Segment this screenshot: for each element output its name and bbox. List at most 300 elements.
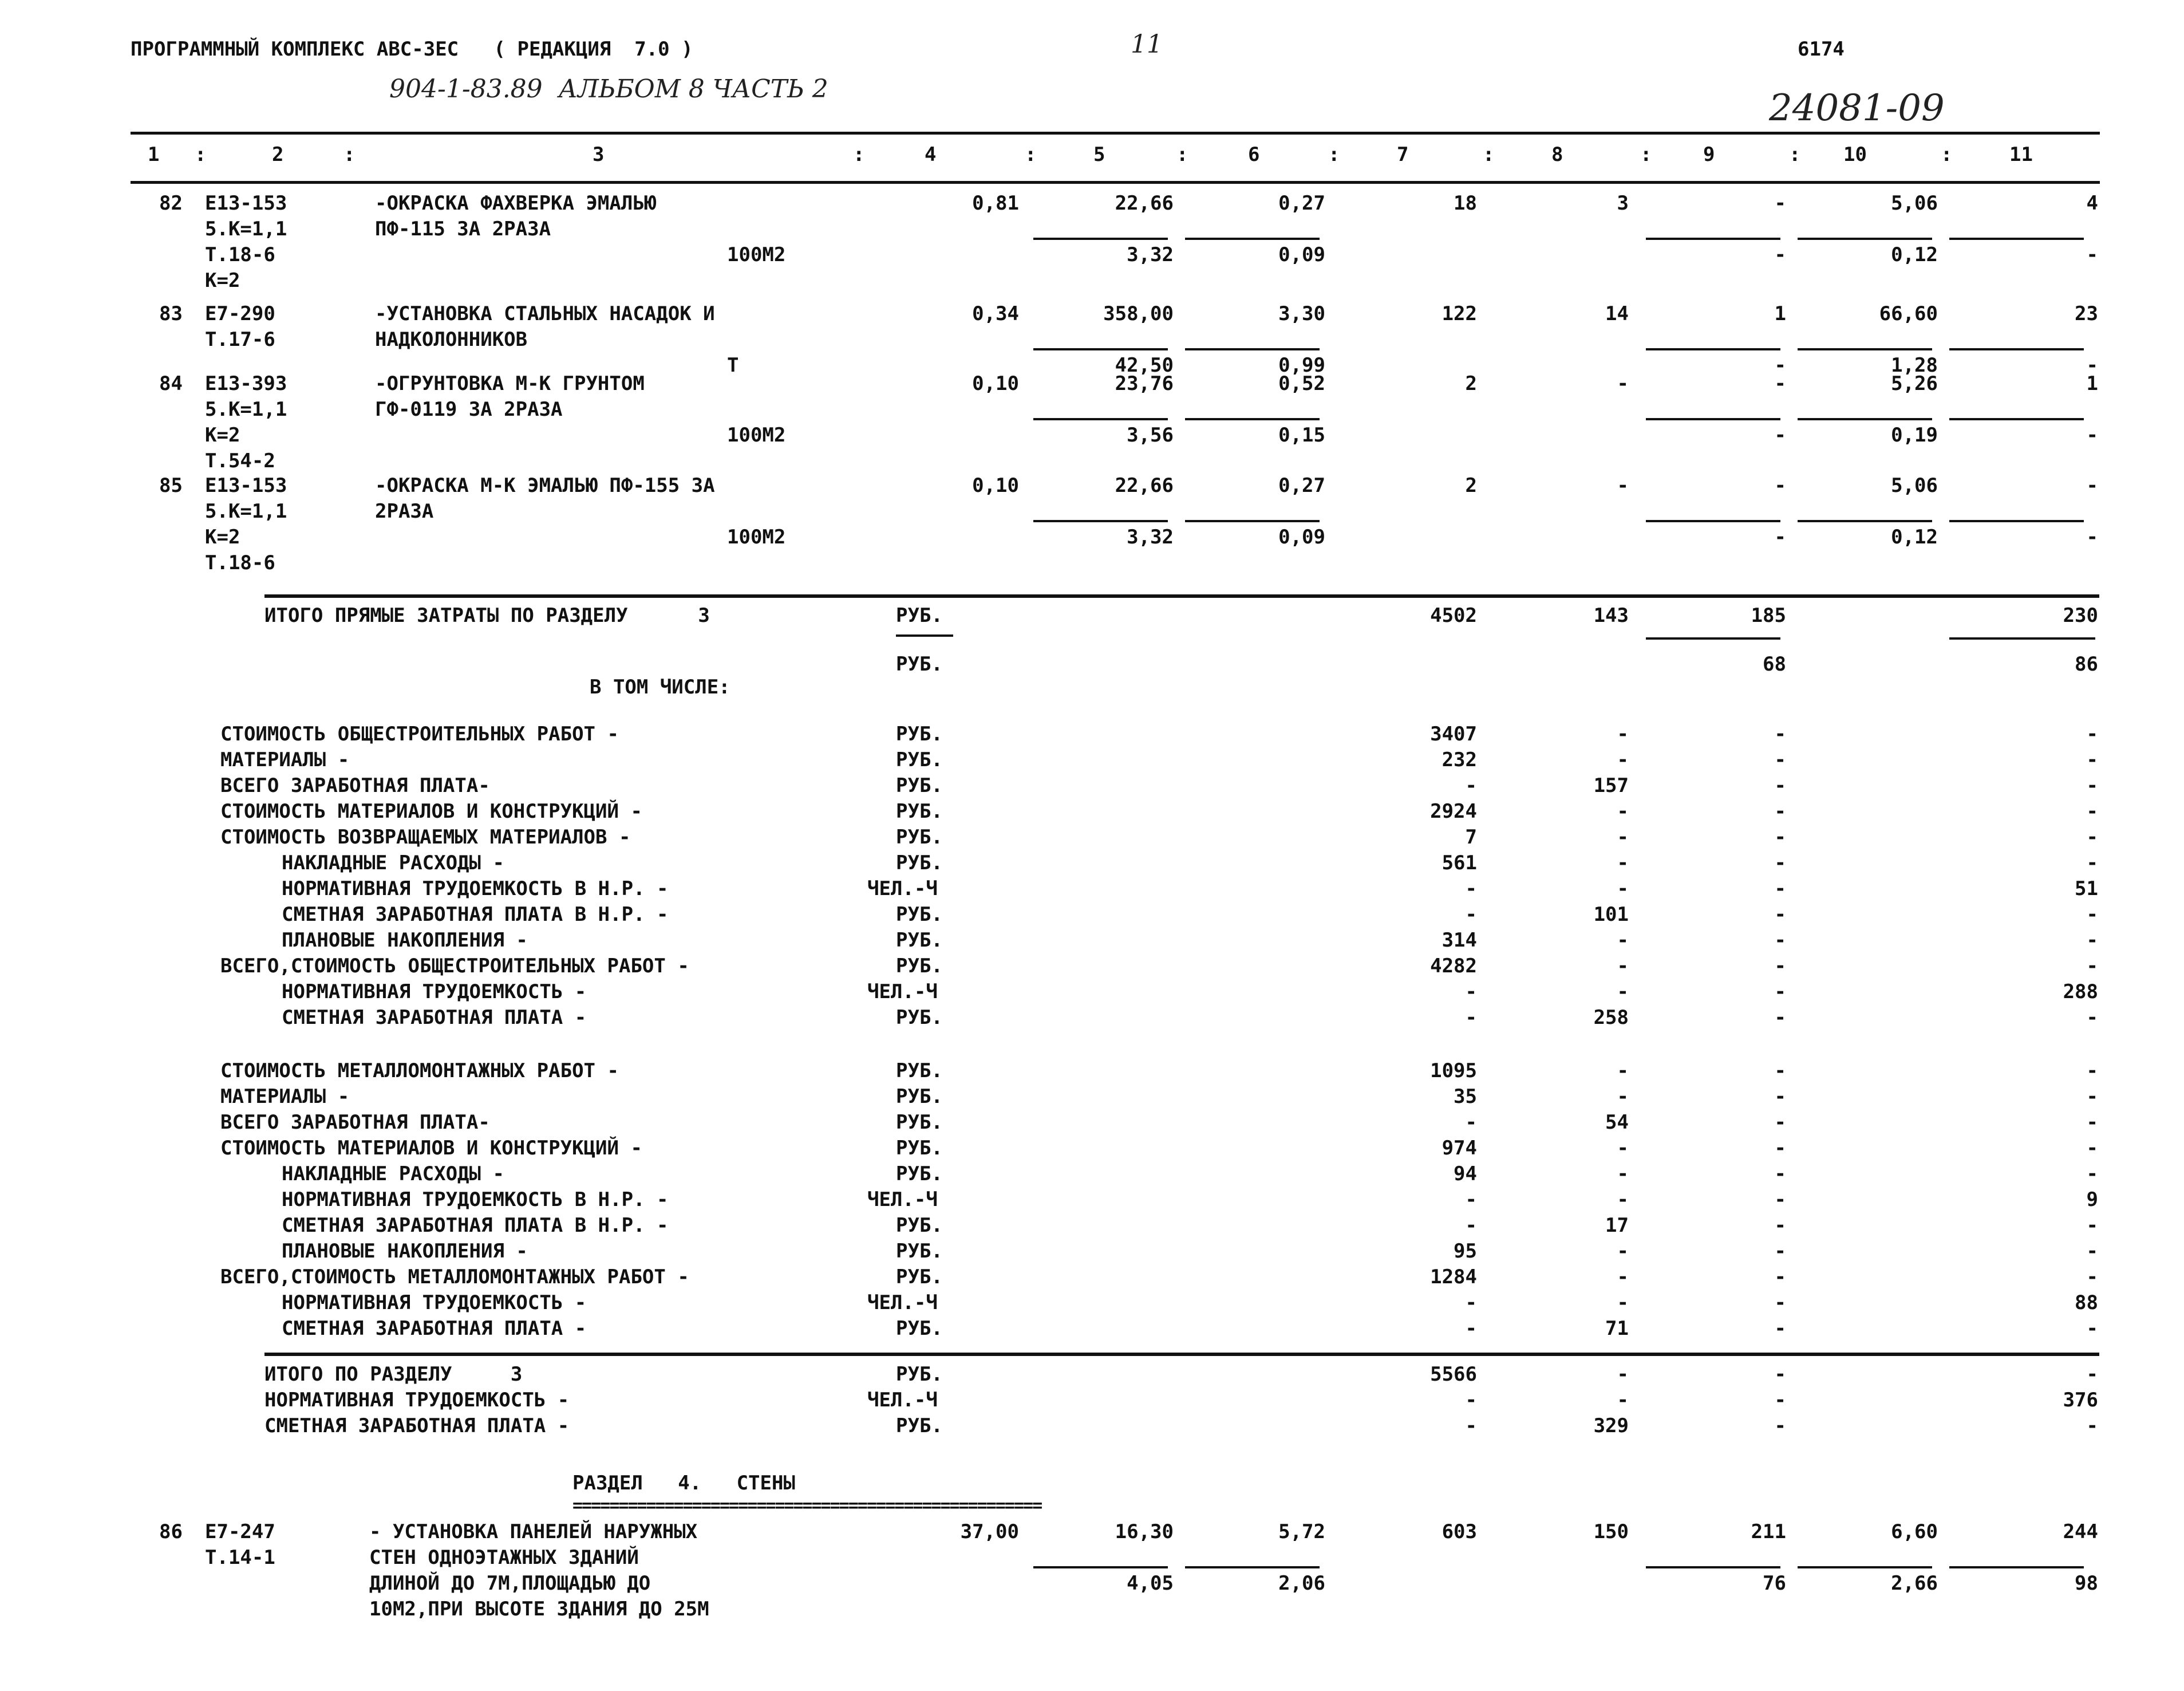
metal-assembly-row-c9: -	[1774, 1111, 1786, 1134]
general-construction-row-label: СТОИМОСТЬ ВОЗВРАЩАЕМЫХ МАТЕРИАЛОВ -	[220, 826, 631, 849]
general-construction-row-c7: -	[1465, 774, 1477, 797]
item-name: ПФ-115 ЗА 2РАЗА	[375, 218, 551, 241]
general-construction-row-c8: -	[1617, 852, 1629, 874]
section-total-c9: -	[1774, 1414, 1786, 1437]
column-header-11: 11	[2009, 143, 2033, 166]
general-construction-row-c8: -	[1617, 826, 1629, 849]
metal-assembly-row-c9: -	[1774, 1214, 1786, 1237]
value-underline	[1949, 348, 2084, 350]
item-name: -УСТАНОВКА СТАЛЬНЫХ НАСАДОК И	[375, 302, 715, 325]
item-c6b: 0,09	[1278, 243, 1325, 266]
item-c8: -	[1617, 474, 1629, 497]
item-code: T.54-2	[205, 450, 275, 472]
item-quantity: 0,10	[972, 474, 1019, 497]
metal-assembly-row-c8: 54	[1605, 1111, 1629, 1134]
item-c10b: 0,19	[1891, 424, 1938, 447]
general-construction-row-c8: -	[1617, 800, 1629, 823]
item-code: K=2	[205, 424, 240, 447]
item-c5: 23,76	[1115, 372, 1174, 395]
item-code: K=2	[205, 269, 240, 292]
direct-total-c9b: 68	[1763, 653, 1786, 676]
section-total-c8: -	[1617, 1389, 1629, 1412]
value-underline	[1185, 520, 1320, 522]
value-underline	[1646, 238, 1780, 240]
metal-assembly-row-c9: -	[1774, 1266, 1786, 1288]
metal-assembly-row-unit: РУБ.	[896, 1214, 943, 1237]
column-separator: :	[1176, 143, 1188, 166]
item-c6: 0,52	[1278, 372, 1325, 395]
metal-assembly-row-label: СМЕТНАЯ ЗАРАБОТНАЯ ПЛАТА -	[282, 1317, 587, 1340]
metal-assembly-row-c7: -	[1465, 1111, 1477, 1134]
general-construction-row-c7: 2924	[1430, 800, 1477, 823]
general-construction-row-unit: РУБ.	[896, 826, 943, 849]
metal-assembly-row-label: СМЕТНАЯ ЗАРАБОТНАЯ ПЛАТА В Н.Р. -	[282, 1214, 669, 1237]
value-underline	[1033, 520, 1168, 522]
general-construction-row-c7: 4282	[1430, 955, 1477, 977]
item-c5b: 3,32	[1127, 526, 1174, 549]
general-construction-row-c7: -	[1465, 877, 1477, 900]
value-underline	[1949, 637, 2095, 640]
metal-assembly-row-unit: РУБ.	[896, 1162, 943, 1185]
general-construction-row-c11: -	[2086, 723, 2098, 746]
metal-assembly-row-c7: 1284	[1430, 1266, 1477, 1288]
item-c10: 5,06	[1891, 474, 1938, 497]
general-construction-row-label: ВСЕГО ЗАРАБОТНАЯ ПЛАТА-	[220, 774, 490, 797]
section-total-label: НОРМАТИВНАЯ ТРУДОЕМКОСТЬ -	[264, 1389, 570, 1412]
item-number: 85	[159, 474, 183, 497]
unit-underline	[896, 634, 953, 637]
metal-assembly-row-c8: -	[1617, 1162, 1629, 1185]
item-c11b: -	[2086, 354, 2098, 377]
item-code: 5.K=1,1	[205, 500, 287, 523]
item-name: НАДКОЛОННИКОВ	[375, 328, 528, 351]
section-total-c8: -	[1617, 1363, 1629, 1386]
value-underline	[1646, 520, 1780, 522]
general-construction-row-c11: 288	[2063, 980, 2098, 1003]
metal-assembly-row-c9: -	[1774, 1085, 1786, 1108]
metal-assembly-row-label: НАКЛАДНЫЕ РАСХОДЫ -	[282, 1162, 504, 1185]
metal-assembly-row-c8: -	[1617, 1137, 1629, 1160]
item-c6b: 0,09	[1278, 526, 1325, 549]
general-construction-row-c9: -	[1774, 1006, 1786, 1029]
metal-assembly-row-c7: 974	[1441, 1137, 1477, 1160]
general-construction-row-unit: РУБ.	[896, 1006, 943, 1029]
page-mark: 11	[1131, 30, 1163, 59]
item-c6: 5,72	[1278, 1520, 1325, 1543]
general-construction-row-label: СМЕТНАЯ ЗАРАБОТНАЯ ПЛАТА В Н.Р. -	[282, 903, 669, 926]
general-construction-row-label: ВСЕГО,СТОИМОСТЬ ОБЩЕСТРОИТЕЛЬНЫХ РАБОТ -	[220, 955, 689, 977]
item-name: -ОКРАСКА ФАХВЕРКА ЭМАЛЬЮ	[375, 192, 657, 215]
header-top-rule	[131, 132, 2100, 135]
general-construction-row-c9: -	[1774, 980, 1786, 1003]
item-name: 10М2,ПРИ ВЫСОТЕ ЗДАНИЯ ДО 25М	[369, 1598, 709, 1621]
column-header-6: 6	[1248, 143, 1260, 166]
metal-assembly-row-unit: ЧЕЛ.-Ч	[867, 1188, 938, 1211]
metal-assembly-row-c11: -	[2086, 1266, 2098, 1288]
metal-assembly-row-c9: -	[1774, 1059, 1786, 1082]
value-underline	[1798, 418, 1932, 420]
column-header-10: 10	[1843, 143, 1867, 166]
metal-assembly-row-unit: РУБ.	[896, 1317, 943, 1340]
item-c8: 14	[1605, 302, 1629, 325]
metal-assembly-row-c7: 95	[1454, 1240, 1477, 1263]
metal-assembly-row-label: ВСЕГО ЗАРАБОТНАЯ ПЛАТА-	[220, 1111, 490, 1134]
column-separator: :	[1025, 143, 1037, 166]
section-total-c11: -	[2086, 1414, 2098, 1437]
item-c9: 211	[1751, 1520, 1786, 1543]
value-underline	[1949, 520, 2084, 522]
item-code: T.18-6	[205, 551, 275, 574]
item-c10b: 1,28	[1891, 354, 1938, 377]
metal-assembly-row-c11: -	[2086, 1059, 2098, 1082]
item-c6: 3,30	[1278, 302, 1325, 325]
item-name: -ОКРАСКА М-К ЭМАЛЬЮ ПФ-155 ЗА	[375, 474, 715, 497]
value-underline	[1033, 348, 1168, 350]
item-c9b: -	[1774, 424, 1786, 447]
column-separator: :	[195, 143, 207, 166]
item-c9: 1	[1774, 302, 1786, 325]
general-construction-row-label: ПЛАНОВЫЕ НАКОПЛЕНИЯ -	[282, 929, 528, 952]
section-total-c7: 5566	[1430, 1363, 1477, 1386]
item-name: СТЕН ОДНОЭТАЖНЫХ ЗДАНИЙ	[369, 1546, 639, 1569]
column-separator: :	[1328, 143, 1340, 166]
general-construction-row-c8: -	[1617, 929, 1629, 952]
general-construction-row-c9: -	[1774, 723, 1786, 746]
general-construction-row-label: НОРМАТИВНАЯ ТРУДОЕМКОСТЬ В Н.Р. -	[282, 877, 669, 900]
section-total-c11: 376	[2063, 1389, 2098, 1412]
item-c7: 603	[1441, 1520, 1477, 1543]
metal-assembly-row-unit: РУБ.	[896, 1111, 943, 1134]
item-quantity: 0,81	[972, 192, 1019, 215]
general-construction-row-c11: -	[2086, 852, 2098, 874]
general-construction-row-label: НАКЛАДНЫЕ РАСХОДЫ -	[282, 852, 504, 874]
metal-assembly-row-unit: РУБ.	[896, 1137, 943, 1160]
metal-assembly-row-unit: РУБ.	[896, 1059, 943, 1082]
general-construction-row-c7: 314	[1441, 929, 1477, 952]
item-c11: 4	[2086, 192, 2098, 215]
metal-assembly-row-c11: -	[2086, 1162, 2098, 1185]
direct-total-c8: 143	[1593, 604, 1629, 627]
item-code: E13-153	[205, 474, 287, 497]
section-total-c7: -	[1465, 1389, 1477, 1412]
general-construction-row-c8: -	[1617, 748, 1629, 771]
general-construction-row-c7: 3407	[1430, 723, 1477, 746]
general-construction-row-c8: 258	[1593, 1006, 1629, 1029]
item-name: ДЛИНОЙ ДО 7М,ПЛОЩАДЬЮ ДО	[369, 1572, 651, 1595]
item-code: E7-290	[205, 302, 275, 325]
item-c6: 0,27	[1278, 474, 1325, 497]
section-total-c9: -	[1774, 1363, 1786, 1386]
general-construction-row-c8: -	[1617, 723, 1629, 746]
general-construction-row-c9: -	[1774, 877, 1786, 900]
general-construction-row-c11: -	[2086, 826, 2098, 849]
column-separator: :	[853, 143, 865, 166]
general-construction-row-label: СТОИМОСТЬ ОБЩЕСТРОИТЕЛЬНЫХ РАБОТ -	[220, 723, 619, 746]
program-title: ПРОГРАММНЫЙ КОМПЛЕКС АВС-ЗЕС ( РЕДАКЦИЯ 7.0 )	[131, 38, 693, 61]
item-c11b: 98	[2075, 1572, 2098, 1595]
section-rule	[264, 1353, 2099, 1356]
value-underline	[1949, 238, 2084, 240]
general-construction-row-label: СТОИМОСТЬ МАТЕРИАЛОВ И КОНСТРУКЦИЙ -	[220, 800, 642, 823]
metal-assembly-row-c11: -	[2086, 1111, 2098, 1134]
metal-assembly-row-c11: -	[2086, 1214, 2098, 1237]
metal-assembly-row-c8: 71	[1605, 1317, 1629, 1340]
general-construction-row-unit: ЧЕЛ.-Ч	[867, 877, 938, 900]
column-separator: :	[1640, 143, 1652, 166]
general-construction-row-c7: 232	[1441, 748, 1477, 771]
item-c6: 0,27	[1278, 192, 1325, 215]
item-c9b: -	[1774, 243, 1786, 266]
item-c10b: 0,12	[1891, 243, 1938, 266]
metal-assembly-row-c9: -	[1774, 1137, 1786, 1160]
metal-assembly-row-c11: -	[2086, 1085, 2098, 1108]
item-c11b: -	[2086, 526, 2098, 549]
item-number: 86	[159, 1520, 183, 1543]
general-construction-row-unit: РУБ.	[896, 903, 943, 926]
item-c5: 22,66	[1115, 192, 1174, 215]
general-construction-row-unit: РУБ.	[896, 748, 943, 771]
general-construction-row-c9: -	[1774, 800, 1786, 823]
metal-assembly-row-c8: -	[1617, 1240, 1629, 1263]
item-c7: 18	[1454, 192, 1477, 215]
item-quantity: 37,00	[960, 1520, 1019, 1543]
item-c7: 122	[1441, 302, 1477, 325]
general-construction-row-c8: -	[1617, 877, 1629, 900]
metal-assembly-row-unit: РУБ.	[896, 1266, 943, 1288]
metal-assembly-row-c11: -	[2086, 1137, 2098, 1160]
column-header-8: 8	[1551, 143, 1563, 166]
general-construction-row-c9: -	[1774, 852, 1786, 874]
item-c5b: 42,50	[1115, 354, 1174, 377]
general-construction-row-unit: ЧЕЛ.-Ч	[867, 980, 938, 1003]
item-c10: 5,26	[1891, 372, 1938, 395]
item-c11b: -	[2086, 424, 2098, 447]
value-underline	[1798, 1566, 1932, 1568]
item-code: K=2	[205, 526, 240, 549]
value-underline	[1033, 1566, 1168, 1568]
item-c8: 3	[1617, 192, 1629, 215]
column-header-9: 9	[1703, 143, 1715, 166]
value-underline	[1798, 238, 1932, 240]
metal-assembly-row-c11: -	[2086, 1317, 2098, 1340]
section-total-unit: РУБ.	[896, 1414, 943, 1437]
general-construction-row-c8: 157	[1593, 774, 1629, 797]
metal-assembly-row-c8: -	[1617, 1291, 1629, 1314]
section-total-c8: 329	[1593, 1414, 1629, 1437]
item-c5: 16,30	[1115, 1520, 1174, 1543]
general-construction-row-c11: -	[2086, 903, 2098, 926]
item-c9b: -	[1774, 526, 1786, 549]
metal-assembly-row-c9: -	[1774, 1291, 1786, 1314]
general-construction-row-c7: 561	[1441, 852, 1477, 874]
item-c11: 1	[2086, 372, 2098, 395]
general-construction-row-label: НОРМАТИВНАЯ ТРУДОЕМКОСТЬ -	[282, 980, 587, 1003]
item-code: E13-393	[205, 372, 287, 395]
general-construction-row-label: МАТЕРИАЛЫ -	[220, 748, 350, 771]
item-code: E7-247	[205, 1520, 275, 1543]
section-total-c9: -	[1774, 1389, 1786, 1412]
item-c8: -	[1617, 372, 1629, 395]
item-c7: 2	[1465, 372, 1477, 395]
item-c5b: 3,56	[1127, 424, 1174, 447]
general-construction-row-c9: -	[1774, 774, 1786, 797]
item-c7: 2	[1465, 474, 1477, 497]
section-rule	[264, 594, 2099, 598]
general-construction-row-c11: -	[2086, 800, 2098, 823]
direct-total-c7: 4502	[1430, 604, 1477, 627]
metal-assembly-row-c7: 35	[1454, 1085, 1477, 1108]
general-construction-row-c8: -	[1617, 980, 1629, 1003]
value-underline	[1185, 238, 1320, 240]
general-construction-row-unit: РУБ.	[896, 800, 943, 823]
section-4-underline: ===================================================	[572, 1496, 1042, 1516]
general-construction-row-c11: -	[2086, 748, 2098, 771]
section-total-c7: -	[1465, 1414, 1477, 1437]
metal-assembly-row-label: ВСЕГО,СТОИМОСТЬ МЕТАЛЛОМОНТАЖНЫХ РАБОТ -	[220, 1266, 689, 1288]
item-c6b: 2,06	[1278, 1572, 1325, 1595]
general-construction-row-unit: РУБ.	[896, 955, 943, 977]
metal-assembly-row-c9: -	[1774, 1317, 1786, 1340]
metal-assembly-row-label: ПЛАНОВЫЕ НАКОПЛЕНИЯ -	[282, 1240, 528, 1263]
item-c5: 358,00	[1103, 302, 1174, 325]
column-header-4: 4	[925, 143, 937, 166]
column-separator: :	[1941, 143, 1953, 166]
section-total-c11: -	[2086, 1363, 2098, 1386]
item-name: - УСТАНОВКА ПАНЕЛЕЙ НАРУЖНЫХ	[369, 1520, 698, 1543]
general-construction-row-c9: -	[1774, 748, 1786, 771]
item-c9: -	[1774, 372, 1786, 395]
header-bottom-rule	[131, 181, 2100, 184]
general-construction-row-unit: РУБ.	[896, 774, 943, 797]
item-c6b: 0,15	[1278, 424, 1325, 447]
direct-total-unit-2: РУБ.	[896, 653, 943, 676]
metal-assembly-row-c9: -	[1774, 1240, 1786, 1263]
section-total-unit: ЧЕЛ.-Ч	[867, 1389, 938, 1412]
value-underline	[1798, 348, 1932, 350]
metal-assembly-row-label: НОРМАТИВНАЯ ТРУДОЕМКОСТЬ -	[282, 1291, 587, 1314]
metal-assembly-row-label: СТОИМОСТЬ МАТЕРИАЛОВ И КОНСТРУКЦИЙ -	[220, 1137, 642, 1160]
item-code: T.17-6	[205, 328, 275, 351]
column-header-5: 5	[1093, 143, 1105, 166]
direct-total-unit: РУБ.	[896, 604, 943, 627]
metal-assembly-row-unit: РУБ.	[896, 1085, 943, 1108]
metal-assembly-row-c7: 1095	[1430, 1059, 1477, 1082]
item-c5b: 4,05	[1127, 1572, 1174, 1595]
section-4-title: РАЗДЕЛ 4. СТЕНЫ	[572, 1472, 795, 1495]
doc-number: 6174	[1798, 38, 1845, 61]
item-code: 5.K=1,1	[205, 398, 287, 421]
column-header-1: 1	[148, 143, 160, 166]
general-construction-row-c11: -	[2086, 955, 2098, 977]
column-separator: :	[1789, 143, 1801, 166]
general-construction-row-unit: РУБ.	[896, 723, 943, 746]
item-c5: 22,66	[1115, 474, 1174, 497]
value-underline	[1949, 418, 2084, 420]
metal-assembly-row-c11: 88	[2075, 1291, 2098, 1314]
item-c11: 244	[2063, 1520, 2098, 1543]
item-quantity: 0,10	[972, 372, 1019, 395]
metal-assembly-row-unit: РУБ.	[896, 1240, 943, 1263]
item-number: 83	[159, 302, 183, 325]
item-c6b: 0,99	[1278, 354, 1325, 377]
metal-assembly-row-c8: -	[1617, 1266, 1629, 1288]
direct-total-c9: 185	[1751, 604, 1786, 627]
metal-assembly-row-c7: 94	[1454, 1162, 1477, 1185]
metal-assembly-row-c7: -	[1465, 1188, 1477, 1211]
item-quantity: 0,34	[972, 302, 1019, 325]
item-c10: 6,60	[1891, 1520, 1938, 1543]
general-construction-row-c7: 7	[1465, 826, 1477, 849]
value-underline	[1185, 1566, 1320, 1568]
item-c9b: -	[1774, 354, 1786, 377]
general-construction-row-c11: -	[2086, 929, 2098, 952]
general-construction-row-c8: -	[1617, 955, 1629, 977]
value-underline	[1646, 418, 1780, 420]
item-name: -ОГРУНТОВКА М-К ГРУНТОМ	[375, 372, 645, 395]
section-total-label: СМЕТНАЯ ЗАРАБОТНАЯ ПЛАТА -	[264, 1414, 570, 1437]
general-construction-row-c11: 51	[2075, 877, 2098, 900]
general-construction-row-c8: 101	[1593, 903, 1629, 926]
general-construction-row-c9: -	[1774, 903, 1786, 926]
metal-assembly-row-c7: -	[1465, 1317, 1477, 1340]
metal-assembly-row-c8: 17	[1605, 1214, 1629, 1237]
item-c10b: 2,66	[1891, 1572, 1938, 1595]
item-c9b: 76	[1763, 1572, 1786, 1595]
general-construction-row-c9: -	[1774, 826, 1786, 849]
general-construction-row-label: СМЕТНАЯ ЗАРАБОТНАЯ ПЛАТА -	[282, 1006, 587, 1029]
direct-total-c11b: 86	[2075, 653, 2098, 676]
general-construction-row-unit: РУБ.	[896, 929, 943, 952]
item-c10: 66,60	[1879, 302, 1938, 325]
column-header-2: 2	[272, 143, 284, 166]
item-name: ГФ-0119 ЗА 2РАЗА	[375, 398, 563, 421]
column-header-3: 3	[593, 143, 605, 166]
metal-assembly-row-label: СТОИМОСТЬ МЕТАЛЛОМОНТАЖНЫХ РАБОТ -	[220, 1059, 619, 1082]
item-unit: 100M2	[727, 424, 786, 447]
column-separator: :	[1483, 143, 1495, 166]
general-construction-row-c9: -	[1774, 955, 1786, 977]
value-underline	[1949, 1566, 2084, 1568]
item-name: 2РАЗА	[375, 500, 434, 523]
section-total-unit: РУБ.	[896, 1363, 943, 1386]
item-unit: 100M2	[727, 526, 786, 549]
metal-assembly-row-c11: -	[2086, 1240, 2098, 1263]
item-c8: 150	[1593, 1520, 1629, 1543]
metal-assembly-row-unit: ЧЕЛ.-Ч	[867, 1291, 938, 1314]
project-reference: 904-1-83.89 АЛЬБОМ 8 ЧАСТЬ 2	[389, 74, 828, 104]
general-construction-row-c7: -	[1465, 980, 1477, 1003]
item-c9: -	[1774, 474, 1786, 497]
item-unit: T	[727, 354, 739, 377]
handwritten-stamp: 24081-09	[1769, 87, 1945, 129]
value-underline	[1033, 418, 1168, 420]
item-code: E13-153	[205, 192, 287, 215]
value-underline	[1185, 418, 1320, 420]
item-c10: 5,06	[1891, 192, 1938, 215]
value-underline	[1646, 348, 1780, 350]
metal-assembly-row-c8: -	[1617, 1059, 1629, 1082]
section-total-label: ИТОГО ПО РАЗДЕЛУ 3	[264, 1363, 523, 1386]
metal-assembly-row-c8: -	[1617, 1188, 1629, 1211]
column-separator: :	[343, 143, 356, 166]
metal-assembly-row-c7: -	[1465, 1291, 1477, 1314]
item-number: 82	[159, 192, 183, 215]
value-underline	[1033, 238, 1168, 240]
item-number: 84	[159, 372, 183, 395]
general-construction-row-c7: -	[1465, 1006, 1477, 1029]
general-construction-row-c11: -	[2086, 1006, 2098, 1029]
value-underline	[1798, 520, 1932, 522]
